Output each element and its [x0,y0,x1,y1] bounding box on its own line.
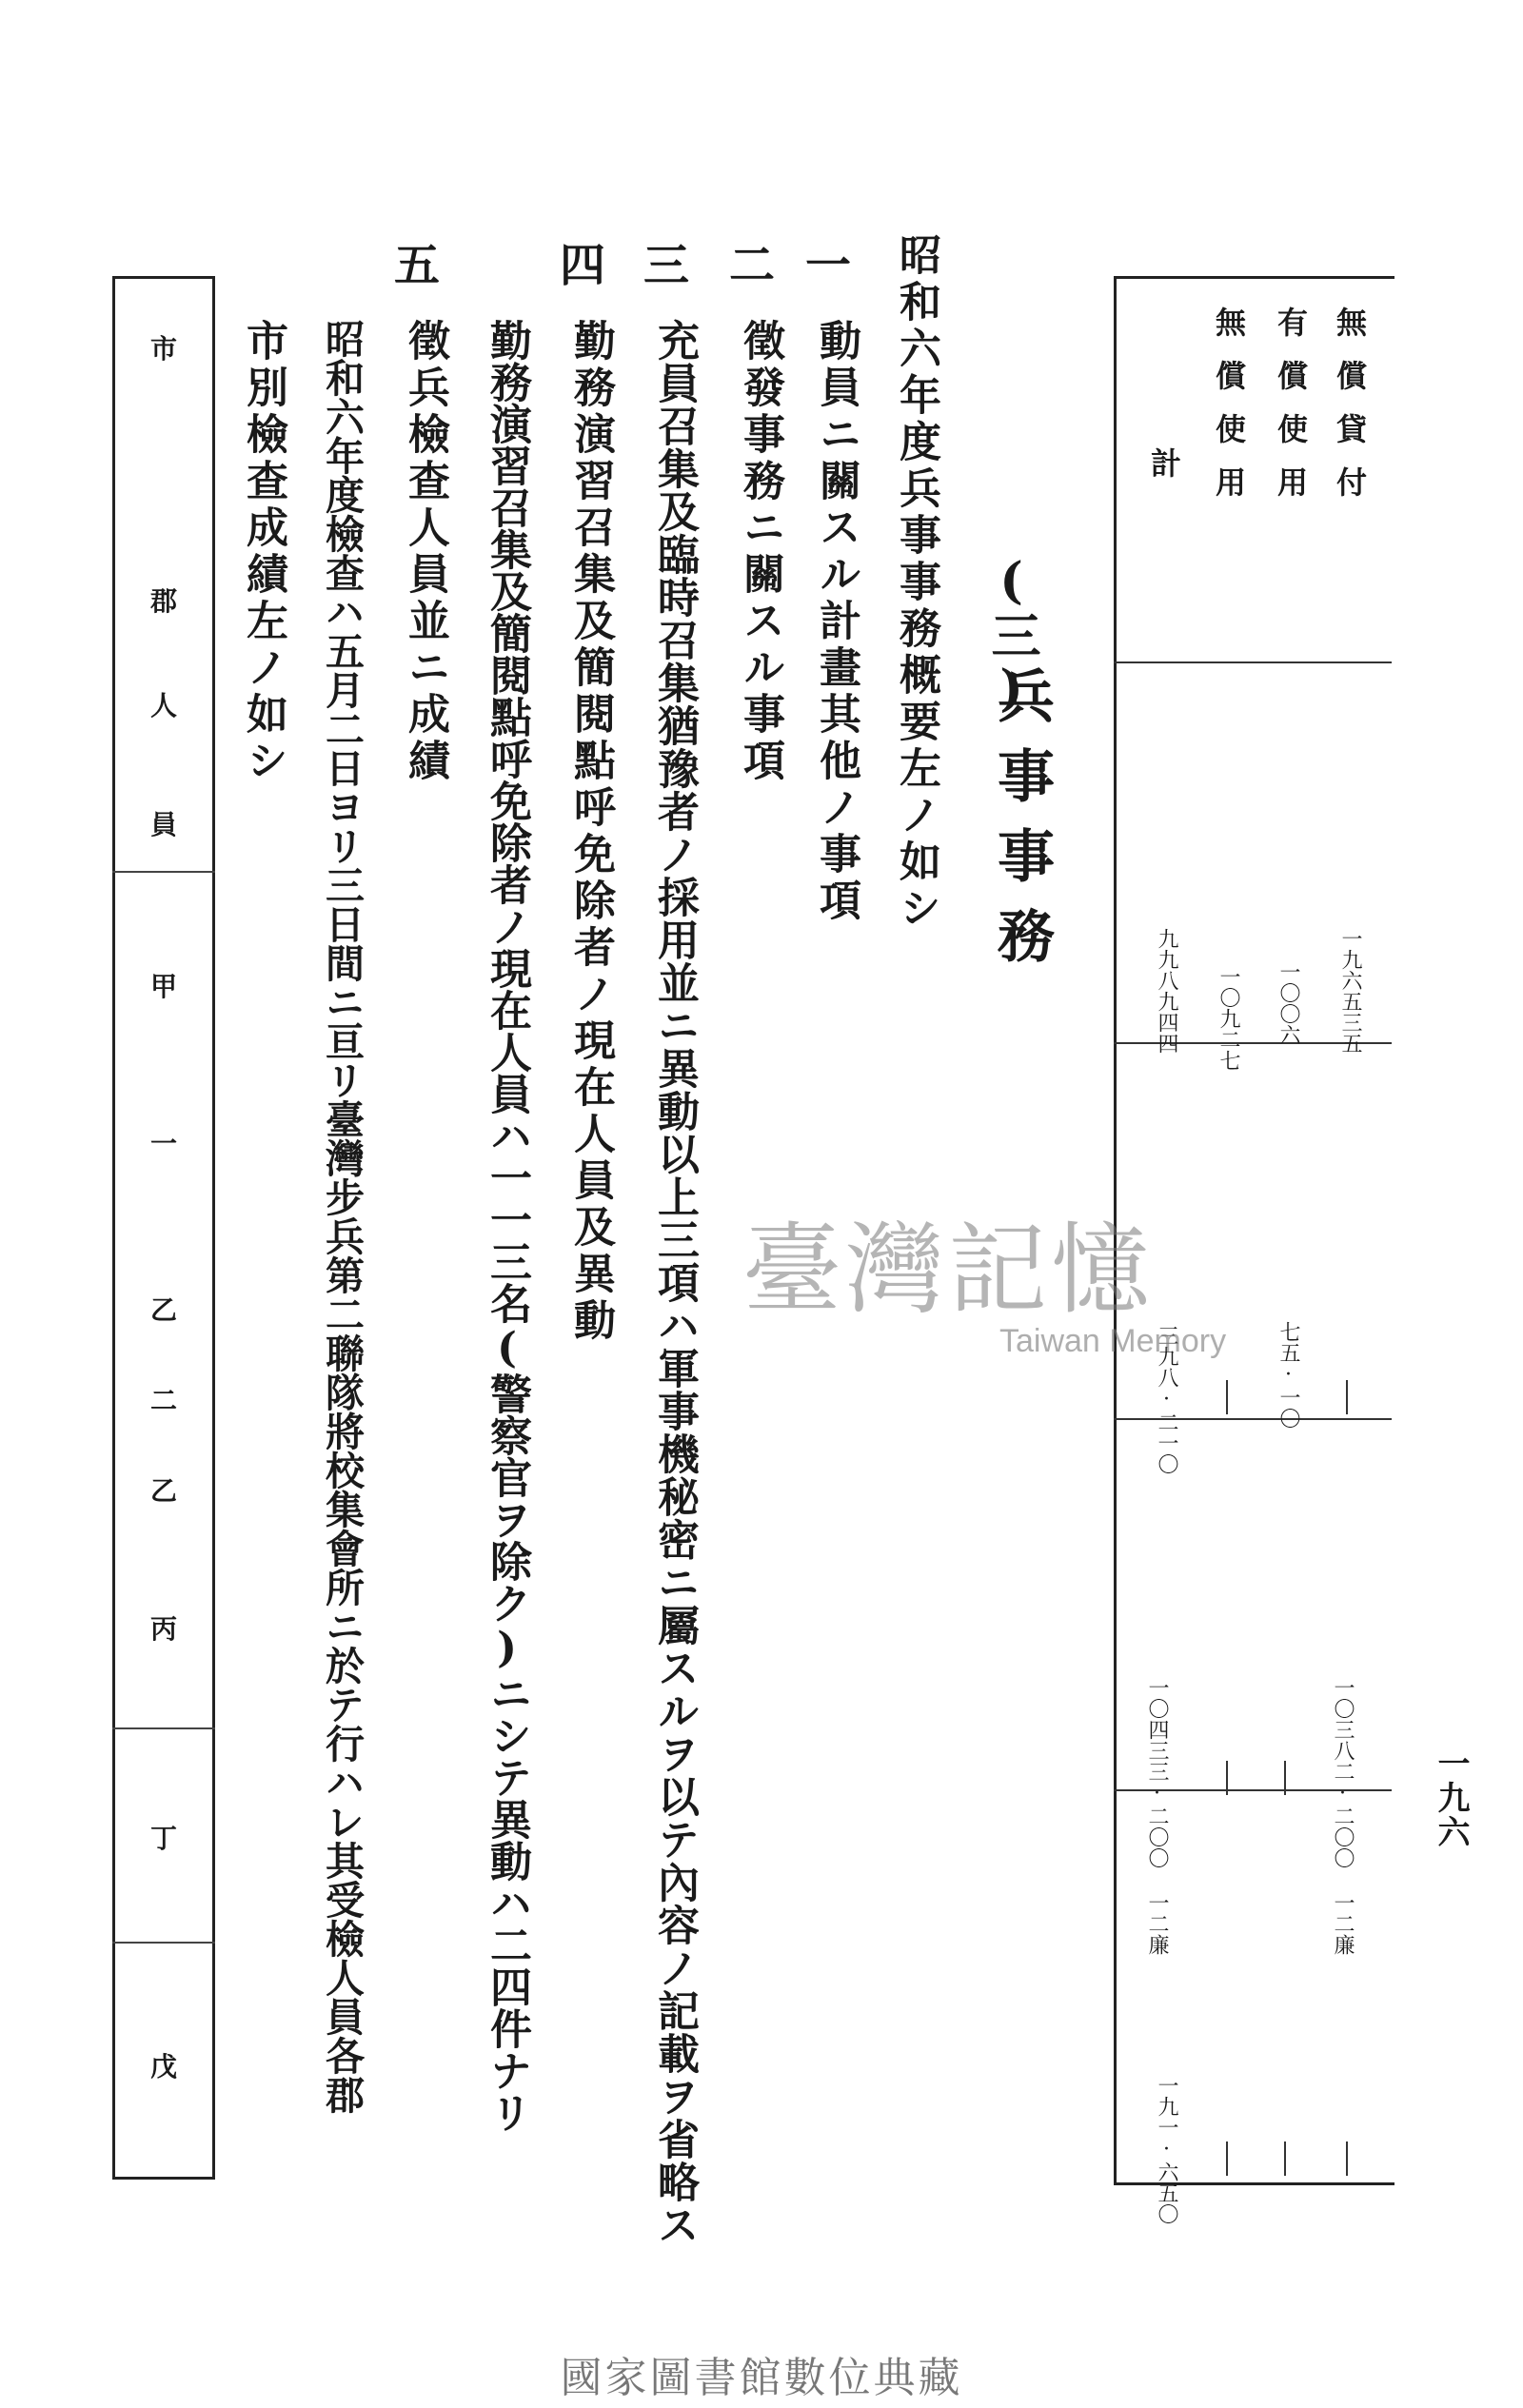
item-text-4-detail: 勤務演習召集及簡閱點呼免除者ノ現在人員ハ一一三名(警察官ヲ除ク)ニシテ異動ハ二四件ナリ [483,319,531,2133]
footer-credit: 國家圖書館數位典藏 [560,2354,963,2402]
right-table-cell: 七五·一〇 [1276,1321,1300,1429]
right-table-header-4: 計 [1146,447,1182,501]
left-table-label: 員 [150,809,178,840]
right-table-cell: 一〇九二七 [1216,966,1240,1071]
left-table-label: 甲 [150,971,178,1002]
right-table-dash [1346,1380,1348,1414]
right-table-dash [1226,1761,1228,1795]
section-title: 兵事事務 [988,666,1055,986]
watermark-logo: 臺灣記憶 [742,1212,1155,1328]
left-table-frame [112,276,215,2180]
left-table-label: 二 [150,1385,178,1416]
item-text-4: 勤務演習召集及簡閱點呼免除者ノ現在人員及異動 [566,319,615,1345]
left-table-label: 市 [150,333,178,365]
right-table-header-1: 無償貸付 [1332,306,1368,520]
item-number-2: 二 [729,239,776,292]
right-table-dash [1226,1380,1228,1414]
right-table-cell: 一九一·六五〇 [1155,2075,1178,2224]
right-table-header-rule [1114,661,1392,663]
right-table-cell: 三九八·二一〇 [1155,1325,1178,1474]
left-table-label: 乙 [150,1294,178,1326]
left-table-rule [112,1942,215,1944]
item-text-5-detail: 昭和六年度檢查ハ五月二日ヨリ三日間ニ亘リ臺灣步兵第二聯隊將校集會所ニ於テ行ハレ其受檢人員各郡 [319,319,365,2114]
left-table-label: 人 [150,690,178,721]
right-table-header-2: 有償使用 [1273,306,1309,520]
right-table-header-3: 無償使用 [1211,306,1247,520]
item-text-5-detail-2: 市別檢查成績左ノ如シ [239,319,287,785]
left-table-label: 郡 [150,585,178,617]
left-table-label: 乙 [150,1475,178,1507]
item-number-1: 一 [805,239,852,292]
item-number-5: 五 [394,239,441,292]
right-table-dash [1284,2142,1286,2176]
right-table-cell: 一〇四三三·二〇〇 一二廉 [1145,1677,1169,1955]
left-table-label: 一 [150,1128,178,1159]
left-table-label: 丁 [150,1823,178,1854]
left-table-label: 戊 [150,2051,178,2082]
right-table-dash [1226,2142,1228,2176]
item-text-2: 徵發事務ニ關スル事項 [736,319,784,785]
page-number: 一九六 [1432,1747,1470,1849]
item-number-4: 四 [560,239,606,292]
right-table-cell: 一〇〇六 [1276,961,1300,1045]
right-table-cell: 一〇三八二·二〇〇 一二廉 [1331,1677,1355,1955]
item-text-1: 動員ニ關スル計畫其他ノ事項 [812,319,860,925]
right-table-cell: 九九八九四四 [1155,928,1178,1054]
item-number-3: 三 [643,239,690,292]
right-table-dash [1346,2142,1348,2176]
left-table-rule [112,871,215,873]
section-marker: (三) [982,552,1040,718]
intro-text: 昭和六年度兵事事務概要左ノ如シ [892,233,940,933]
left-table-label: 丙 [150,1613,178,1645]
right-table-dash [1284,1761,1286,1795]
item-text-5: 徵兵檢查人員並ニ成績 [401,319,449,785]
right-table-cell: 一九六五三五 [1338,928,1362,1054]
item-text-3: 充員召集及臨時召集猶豫者ノ採用並ニ異動以上三項ハ軍事機秘密ニ屬スルヲ以テ內容ノ記載ヲ省略ス [650,319,699,2246]
left-table-rule [112,1727,215,1729]
watermark-subtitle: Taiwan Memory [999,1323,1227,1359]
